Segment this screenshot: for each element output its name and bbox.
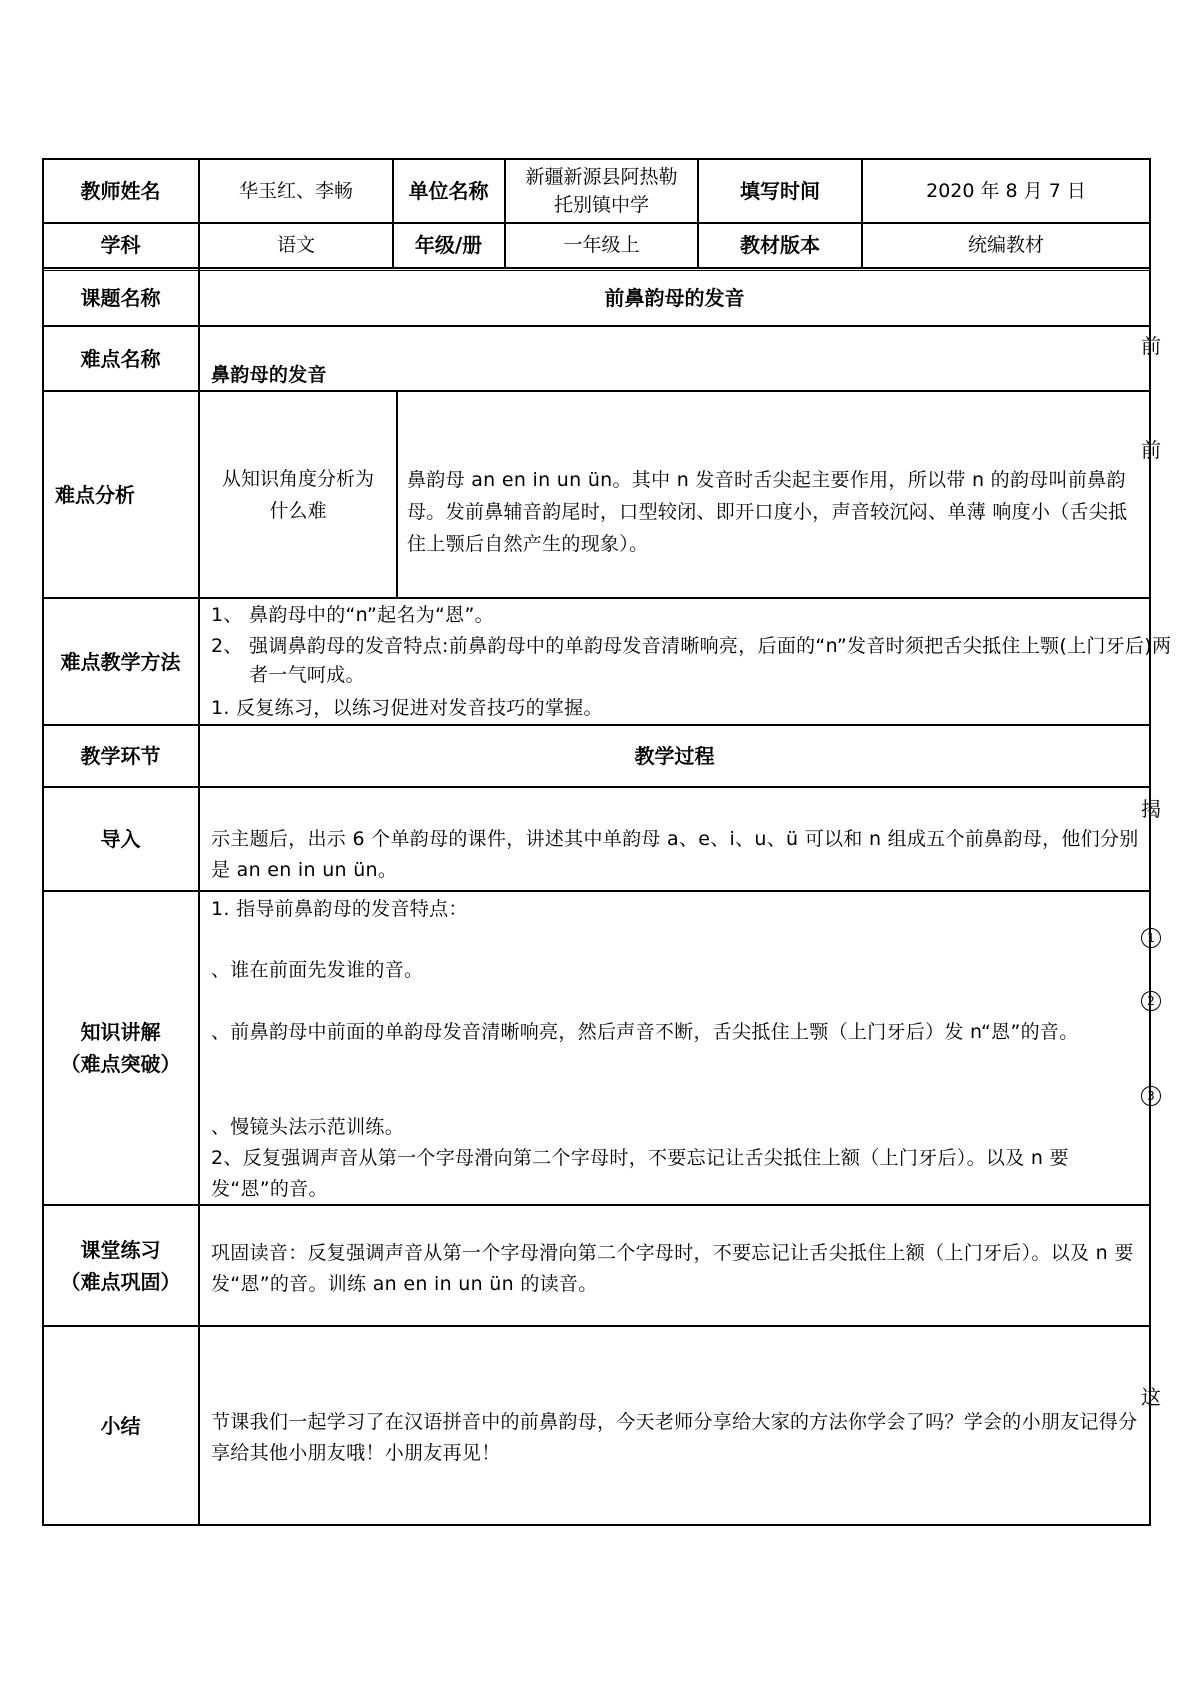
- edition-value: 统编教材: [967, 234, 1044, 256]
- table-border-right: [1149, 158, 1151, 1526]
- knowledge-p4: 、慢镜头法示范训练。: [211, 1116, 405, 1138]
- unit-value-line2: 托别镇中学: [553, 194, 649, 216]
- date-value: 2020 年 8 月 7 日: [926, 180, 1086, 202]
- difficulty-analysis-sublabel: [200, 392, 396, 597]
- row-divider: [42, 597, 1150, 599]
- topic-value: 前鼻韵母的发音: [604, 286, 745, 310]
- circled-number: 3: [1141, 1086, 1161, 1106]
- summary-label: 小结: [100, 1413, 141, 1438]
- unit-value: [506, 160, 697, 222]
- row-divider: [42, 1325, 1150, 1327]
- teaching-method-item3: 1. 反复练习，以练习促进对发音技巧的掌握。: [211, 697, 603, 719]
- knowledge-p2: 、谁在前面先发谁的音。: [211, 959, 424, 981]
- intro-text: 示主题后，出示 6 个单韵母的课件，讲述其中单韵母 a、e、i、u、ü 可以和 n 组成五个前鼻韵母，他们分别是 an en in un ün。: [211, 828, 1139, 881]
- label-column-divider: [198, 158, 200, 1526]
- difficulty-analysis-text: 鼻韵母 an en in un ün。其中 n 发音时舌尖起主要作用，所以带 n 的韵母叫前鼻韵母。发前鼻辅音韵尾时，口型较闭、即开口度小，声音较沉闷、单薄 响度小（舌尖抵住上颚后自然产生的现象）。: [407, 469, 1128, 555]
- subject-label: 学科: [100, 233, 141, 257]
- teaching-method-label: 难点教学方法: [60, 649, 181, 674]
- practice-label-line2: （难点巩固）: [60, 1269, 181, 1294]
- knowledge-label-line2: （难点突破）: [60, 1052, 181, 1076]
- knowledge-p3: 、前鼻韵母中前面的单韵母发音清晰响亮，然后声音不断，舌尖抵住上颚（上门牙后）发 n“恩”的音。: [211, 1021, 1079, 1043]
- date-label: 填写时间: [740, 179, 820, 203]
- teaching-method-item2: 2、 强调鼻韵母的发音特点:前鼻韵母中的单韵母发音清晰响亮，后面的“n”发音时须把舌尖抵住上颚(上门牙后)两者一气呵成。: [211, 635, 1172, 686]
- difficulty-analysis-label: 难点分析: [55, 482, 135, 507]
- intro-label: 导入: [100, 827, 141, 851]
- practice-label: [43, 1206, 198, 1325]
- teacher-label: 教师姓名: [80, 179, 161, 203]
- process-header: 教学过程: [634, 744, 715, 768]
- row-divider: [42, 890, 1150, 892]
- grade-label: 年级/册: [414, 233, 483, 257]
- unit-label: 单位名称: [408, 179, 489, 203]
- circled-number: 2: [1141, 991, 1161, 1011]
- difficulty-name-value: 鼻韵母的发音: [211, 364, 327, 386]
- teaching-method-item1: 1、 鼻韵母中的“n”起名为“恩”。: [211, 604, 494, 626]
- margin-char: 前: [1141, 334, 1161, 358]
- row-divider: [42, 325, 1150, 327]
- analysis-sub-divider: [396, 390, 398, 598]
- circled-number: 1: [1141, 928, 1161, 948]
- practice-text: 巩固读音：反复强调声音从第一个字母滑向第二个字母时，不要忘记让舌尖抵住上额（上门牙后）。以及 n 要发“恩”的音。训练 an en in un ün 的读音。: [211, 1242, 1134, 1295]
- knowledge-p5: 2、反复强调声音从第一个字母滑向第二个字母时，不要忘记让舌尖抵住上额（上门牙后）。以及 n 要发“恩”的音。: [211, 1147, 1069, 1200]
- knowledge-label: [43, 892, 198, 1204]
- margin-char: 前: [1141, 438, 1161, 462]
- teacher-value: 华玉红、李畅: [238, 180, 353, 202]
- process-stage-label: 教学环节: [80, 744, 161, 768]
- margin-char: 揭: [1141, 797, 1161, 821]
- knowledge-p1: 1. 指导前鼻韵母的发音特点：: [211, 898, 468, 920]
- row-divider: [42, 786, 1150, 788]
- table-border-bottom: [42, 1524, 1150, 1526]
- sublabel-line2: 什么难: [269, 499, 327, 522]
- grade-value: 一年级上: [563, 234, 640, 256]
- summary-text: 节课我们一起学习了在汉语拼音中的前鼻韵母，今天老师分享给大家的方法你学会了吗？学会的小朋友记得分享给其他小朋友哦！小朋友再见！: [211, 1411, 1138, 1464]
- difficulty-name-label: 难点名称: [80, 346, 161, 371]
- topic-label: 课题名称: [80, 286, 161, 310]
- knowledge-label-line1: 知识讲解: [80, 1020, 161, 1044]
- margin-char: 这: [1141, 1385, 1161, 1409]
- edition-label: 教材版本: [740, 233, 820, 257]
- unit-value-line1: 新疆新源县阿热勒: [525, 166, 678, 188]
- practice-label-line1: 课堂练习: [80, 1237, 161, 1262]
- row-divider: [42, 267, 1150, 269]
- subject-value: 语文: [276, 234, 315, 256]
- sublabel-line1: 从知识角度分析为: [221, 467, 374, 490]
